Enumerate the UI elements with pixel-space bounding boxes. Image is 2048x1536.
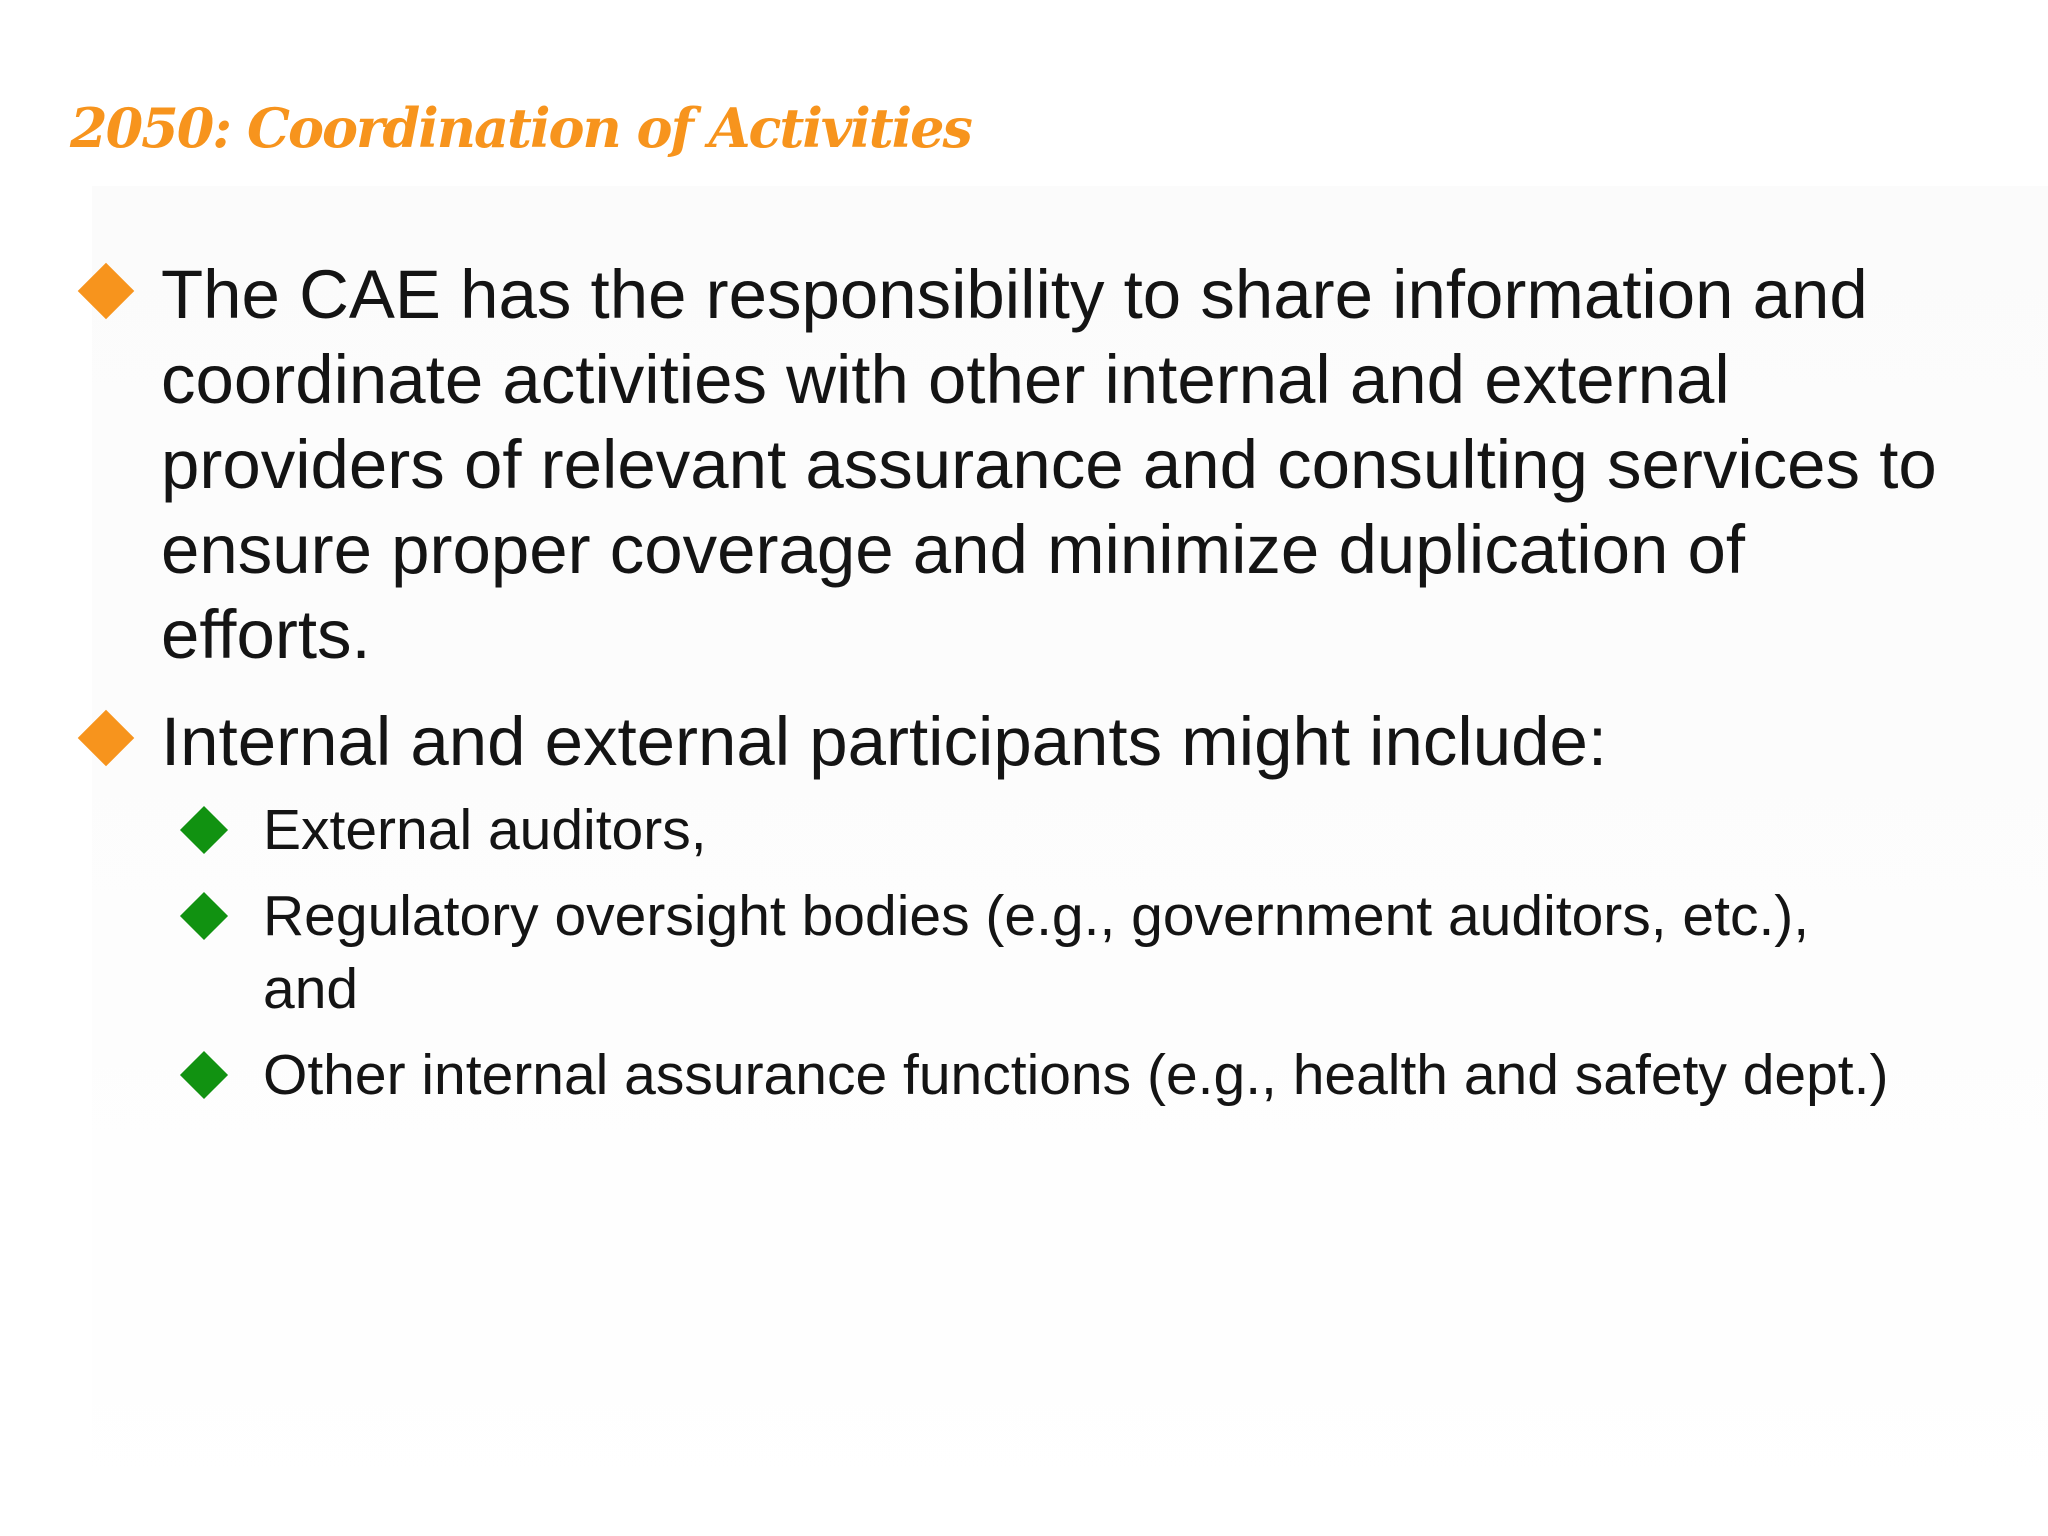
bullet-text: The CAE has the responsibility to share information and coordinate activities with other internal and external providers of relevant assurance and consulting services to ensure proper coverage and minimize duplication of efforts. bbox=[161, 256, 1937, 673]
sub-bullet-text: Regulatory oversight bodies (e.g., government auditors, etc.), and bbox=[263, 884, 1810, 1021]
bullet-text: Internal and external participants might include: bbox=[161, 703, 1608, 780]
sub-bullet-text: External auditors, bbox=[263, 798, 707, 862]
sub-bullet-text: Other internal assurance functions (e.g., health and safety dept.) bbox=[263, 1043, 1889, 1107]
slide-title: 2050: Coordination of Activities bbox=[70, 96, 971, 160]
